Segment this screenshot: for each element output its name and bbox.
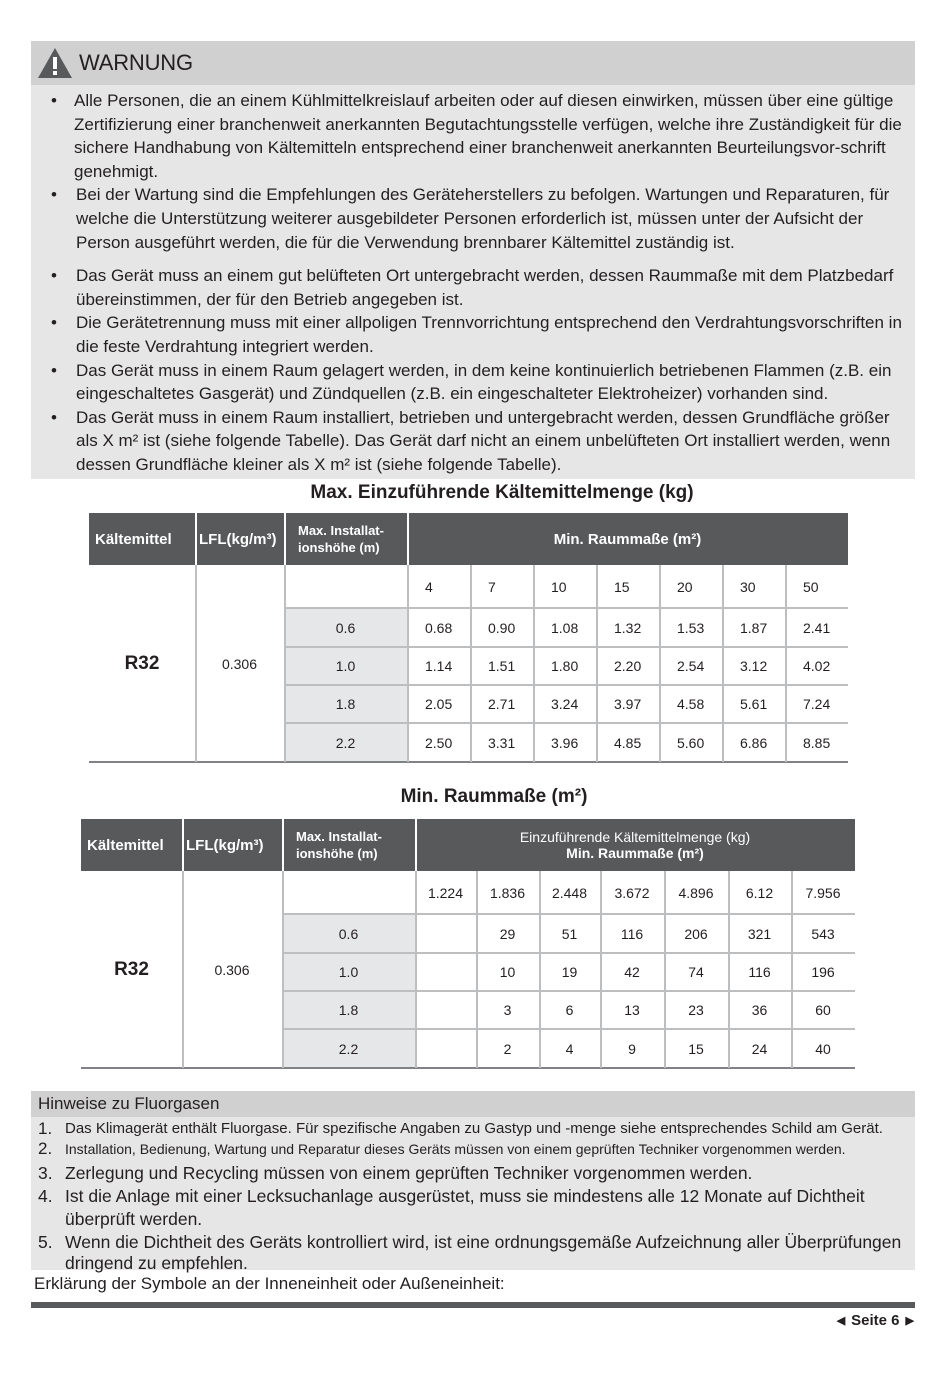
fluorgas-box	[31, 1091, 915, 1273]
header-height: Max. Installat-ionshöhe (m)	[296, 829, 382, 861]
table-cell: 3.96	[551, 734, 579, 751]
table-cell: 24	[751, 1040, 768, 1057]
fluorgas-title: Hinweise zu Fluorgasen	[31, 1091, 915, 1117]
table-cell: 60	[815, 1002, 831, 1018]
list-item: • Alle Personen, die an einem Kühlmittelkreislauf arbeiten oder auf diesen einwirken, müssen über eine gültige Zertifizierung einer branchenweit anerkannten Begutachtungsstelle verfügen, welche ihre Zuständigkeit für die sichere Handhabung von Kältemitteln entsprechend einer branchenweit anerkannten Beurteilungsvor-schrift genehmigt.	[51, 91, 902, 181]
row-height: 2.2	[338, 1040, 359, 1057]
table-cell: 2.41	[803, 619, 831, 636]
table-cell: 6	[565, 1002, 574, 1018]
table-cell: 2.05	[425, 696, 453, 712]
table1-title: Max. Einzuführende Kältemittelmenge (kg)	[310, 482, 694, 503]
table-cell: 2.54	[677, 658, 705, 674]
table-cell	[415, 914, 476, 953]
header-divider	[284, 513, 286, 565]
header-height: Max. Installat-ionshöhe (m)	[298, 523, 384, 555]
table-cell: 40	[815, 1040, 831, 1057]
column-value: 3.672	[614, 884, 650, 901]
table-cell: 7.24	[803, 696, 831, 712]
row-height: 1.8	[338, 1002, 359, 1018]
col-line	[407, 565, 409, 762]
row-height: 1.0	[338, 964, 359, 980]
table-cell: 2.20	[614, 658, 642, 674]
table-cell: 13	[624, 1002, 640, 1018]
column-value: 20	[677, 578, 693, 595]
column-value: 1.224	[427, 884, 464, 901]
table-cell: 3	[503, 1002, 512, 1018]
table-cell: 29	[499, 925, 516, 942]
table-cell: 1.08	[551, 619, 579, 636]
table-cell: 4.58	[677, 696, 705, 712]
table-cell: 51	[561, 925, 578, 942]
list-item: • Die Gerätetrennung muss mit einer allpoligen Trennvorrichtung entsprechend den Verdrahtungsvorschriften in die feste Verdrahtung integriert werden.	[51, 313, 902, 356]
table-cell: 8.85	[803, 734, 831, 751]
next-page-icon[interactable]: ▶	[905, 1315, 914, 1327]
header-area: Min. Raummaße (m²)	[566, 845, 704, 861]
header-divider	[182, 819, 184, 871]
table-cell: 1.14	[425, 658, 453, 674]
table-cell	[415, 953, 476, 991]
lfl-value: 0.306	[221, 655, 258, 672]
page-indicator	[837, 1312, 914, 1329]
list-item: 1. Das Klimagerät enthält Fluorgase. Für spezifische Angaben zu Gastyp und -menge siehe entsprechendes Schild am Gerät.	[38, 1119, 883, 1138]
table-cell: 9	[628, 1040, 636, 1057]
header-lfl: LFL(kg/m³)	[186, 836, 264, 854]
col-line	[470, 565, 472, 762]
row-height: 1.0	[335, 658, 356, 674]
list-item: • Das Gerät muss in einem Raum gelagert werden, in dem keine kontinuierlich betriebenen Flammen (z.B. ein eingeschaltetes Gasgerät) und Zündquellen (z.B. ein eingeschalteter Elektroheizer) vorhanden sind.	[51, 360, 892, 404]
list-item: 5. Wenn die Dichtheit des Geräts kontrolliert wird, ist eine ordnungsgemäße Aufzeichnung aller Überprüfungen dringend zu empfehlen.	[38, 1232, 902, 1273]
table2-title: Min. Raummaße (m²)	[400, 786, 588, 807]
row-height: 0.6	[335, 619, 356, 636]
table-cell: 1.87	[740, 619, 768, 636]
col-line	[722, 565, 724, 762]
table-cell: 15	[688, 1040, 704, 1057]
table-cell: 1.53	[677, 619, 705, 636]
row-height: 1.8	[335, 696, 356, 712]
col-line	[533, 565, 535, 762]
header-divider	[282, 819, 284, 871]
warning-box	[31, 41, 915, 479]
table-cell: 1.32	[614, 619, 642, 636]
warning-icon	[37, 47, 73, 79]
table-cell	[415, 1029, 476, 1068]
table-cell: 0.90	[488, 619, 516, 636]
table-cell: 5.60	[677, 734, 705, 751]
column-value: 1.836	[489, 884, 526, 901]
column-value: 7	[488, 578, 496, 595]
divider	[31, 1302, 915, 1308]
warning-title: WARNUNG	[79, 50, 193, 75]
column-value: 30	[740, 578, 756, 595]
table-cell: 196	[811, 964, 835, 980]
table-cell: 321	[747, 925, 772, 942]
column-value: 50	[803, 578, 819, 595]
table-cell: 3.97	[614, 696, 642, 712]
table-cell: 4.85	[614, 734, 642, 751]
warning-header	[31, 41, 915, 85]
column-value: 4	[425, 578, 433, 595]
table-cell: 23	[688, 1002, 704, 1018]
list-item: • Bei der Wartung sind die Empfehlungen des Geräteherstellers zu befolgen. Wartungen und Reparaturen, für welche die Unterstützung weiterer ausgebildeter Personen erforderlich ist, müssen unter der Aufsicht der Person ausgeführt werden, die für die Verwendung brennbarer Kältemittel zuständig ist.	[51, 185, 890, 252]
lfl-value: 0.306	[214, 961, 250, 978]
list-item: 4. Ist die Anlage mit einer Lecksuchanlage ausgerüstet, muss sie mindestens alle 12 Monate auf Dichtheit überprüft werden.	[38, 1186, 865, 1229]
refrigerant-name: R32	[124, 652, 160, 674]
table-cell: 5.61	[740, 696, 768, 712]
header-area: Min. Raummaße (m²)	[553, 530, 702, 548]
table-cell	[415, 991, 476, 1029]
table-cell: 10	[499, 964, 516, 980]
col-line	[596, 565, 598, 762]
list-item: 3. Zerlegung und Recycling müssen von einem geprüften Techniker vorgenommen werden.	[38, 1163, 753, 1183]
table-cell: 36	[751, 1002, 768, 1018]
row-height: 0.6	[338, 925, 359, 942]
table-cell: 116	[620, 925, 644, 942]
row-height: 2.2	[335, 734, 356, 751]
list-item: 2. Installation, Bedienung, Wartung und Reparatur dieses Geräts müssen von einem geprüften Techniker vorgenommen werden.	[38, 1139, 846, 1158]
table-cell: 74	[688, 964, 704, 980]
header-lfl: LFL(kg/m³)	[199, 530, 277, 548]
table-cell: 3.12	[740, 658, 768, 674]
table-cell: 3.24	[551, 696, 579, 712]
table-cell: 4	[565, 1040, 574, 1057]
table-cell: 6.86	[740, 734, 768, 751]
table-cell: 116	[748, 964, 771, 980]
table-cell: 543	[811, 925, 835, 942]
symbols-caption: Erklärung der Symbole an der Inneneinheit oder Außeneinheit:	[34, 1274, 505, 1293]
refrigerant-name: R32	[114, 958, 149, 980]
col-line	[785, 565, 787, 762]
header-refrigerant: Kältemittel	[95, 530, 172, 548]
column-value: 7.956	[805, 884, 841, 901]
column-value: 4.896	[678, 884, 714, 901]
table-cell: 0.68	[425, 619, 453, 636]
table-cell: 3.31	[488, 734, 516, 751]
table-cell: 2.50	[425, 734, 453, 751]
table-cell: 19	[561, 964, 578, 980]
table-cell: 206	[684, 925, 708, 942]
header-refrigerant: Kältemittel	[87, 836, 164, 854]
column-value: 10	[551, 578, 567, 595]
table-cell: 42	[624, 964, 640, 980]
col-line	[659, 565, 661, 762]
column-value: 15	[614, 578, 630, 595]
header-area-group	[415, 819, 855, 871]
column-value: 2.448	[551, 884, 588, 901]
table-cell: 2.71	[488, 696, 516, 712]
page-label: Seite 6	[851, 1312, 900, 1329]
fluorgas-list	[31, 1119, 915, 1274]
header-divider	[195, 513, 197, 565]
list-item: • Das Gerät muss an einem gut belüfteten Ort untergebracht werden, dessen Raummaße mit dem Platzbedarf übereinstimmen, der für den Betrieb angegeben ist.	[51, 266, 894, 309]
warning-list	[31, 85, 915, 477]
table-cell: 1.51	[488, 658, 516, 674]
column-value: 6.12	[745, 884, 774, 901]
table-cell: 1.80	[551, 658, 579, 674]
table-cell: 2	[503, 1040, 512, 1057]
table-cell: 4.02	[803, 658, 831, 674]
list-item: • Das Gerät muss in einem Raum installiert, betrieben und untergebracht werden, dessen Grundfläche größer als X m² ist (siehe folgende Tabelle). Das Gerät darf nicht an einem unbelüfteten Ort installiert werden, wenn dessen Grundfläche kleiner als X m² ist (siehe folgende Tabelle).	[51, 407, 891, 474]
prev-page-icon[interactable]: ◀	[836, 1315, 846, 1327]
header-charge: Einzuführende Kältemittelmenge (kg)	[519, 829, 751, 845]
